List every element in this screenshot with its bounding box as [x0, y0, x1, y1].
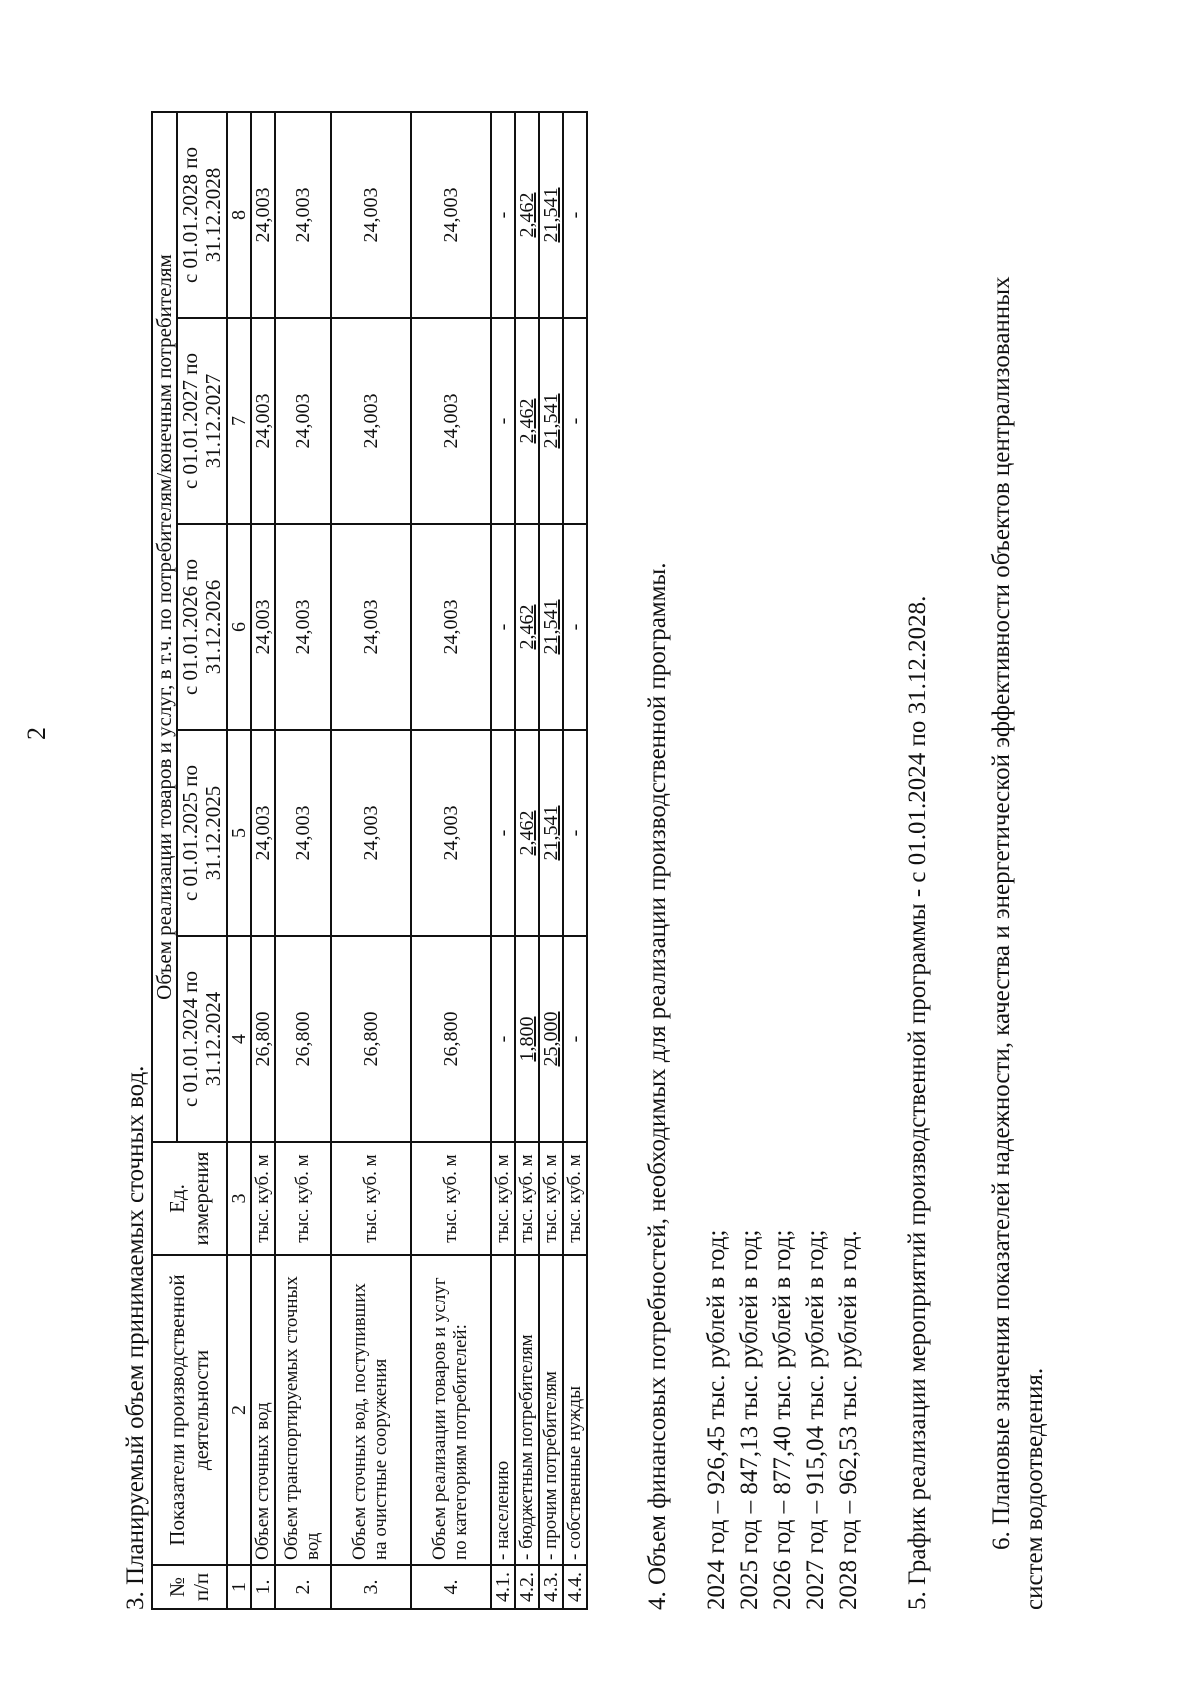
row-indicator: - собственные нужды [563, 1255, 587, 1565]
header-indicator: Показатели производственной деятельности [152, 1255, 227, 1565]
row-no: 4.4. [563, 1565, 587, 1609]
list-item: 2027 год – 915,04 тыс. рублей в год; [802, 1229, 829, 1610]
row-value: - [563, 936, 587, 1142]
row-value: - [563, 730, 587, 936]
column-number: 1 [227, 1565, 251, 1609]
table-row [491, 112, 515, 1609]
column-number: 4 [227, 936, 251, 1142]
section-3-title: 3. Планируемый объем принимаемых сточных вод. [122, 1065, 149, 1610]
column-number: 6 [227, 524, 251, 730]
row-value: - [491, 318, 515, 524]
table-row [563, 112, 587, 1609]
row-value: 24,003 [331, 318, 411, 524]
section-4-title: 4. Объем финансовых потребностей, необходимых для реализации производственной программы. [644, 562, 671, 1610]
row-value: 24,003 [411, 524, 491, 730]
row-indicator: Объем транспортируемых сточных вод [275, 1255, 331, 1565]
row-value: 24,003 [331, 730, 411, 936]
row-value: 24,003 [411, 112, 491, 318]
header-column-numbers [227, 112, 251, 1609]
row-indicator: Объем сточных вод, поступивших на очистные сооружения [331, 1255, 411, 1565]
row-unit: тыс. куб. м [251, 1142, 275, 1255]
row-value: - [491, 936, 515, 1142]
section-5-title: 5. График реализации мероприятий производственной программы - с 01.01.2024 по 31.12.2028. [904, 595, 931, 1610]
list-item: 2024 год – 926,45 тыс. рублей в год; [703, 1229, 730, 1610]
row-value: 2,462 [515, 318, 539, 524]
list-item: 2026 год – 877,40 тыс. рублей в год; [769, 1229, 796, 1610]
row-value: 21,541 [539, 318, 563, 524]
column-number: 8 [227, 112, 251, 318]
header-period-2028: с 01.01.2028 по 31.12.2028 [177, 112, 227, 318]
column-number: 5 [227, 730, 251, 936]
row-no: 4.2. [515, 1565, 539, 1609]
header-unit: Ед. измерения [152, 1142, 227, 1255]
list-item: 2025 год – 847,13 тыс. рублей в год; [736, 1229, 763, 1610]
row-value: 24,003 [275, 318, 331, 524]
column-number: 2 [227, 1255, 251, 1565]
row-indicator: Объем сточных вод [251, 1255, 275, 1565]
row-unit: тыс. куб. м [539, 1142, 563, 1255]
row-value: 26,800 [251, 936, 275, 1142]
row-value: 2,462 [515, 112, 539, 318]
row-unit: тыс. куб. м [515, 1142, 539, 1255]
row-indicator: - бюджетным потребителям [515, 1255, 539, 1565]
row-unit: тыс. куб. м [563, 1142, 587, 1255]
row-value: 24,003 [251, 524, 275, 730]
row-indicator: - населению [491, 1255, 515, 1565]
header-period-2025: с 01.01.2025 по 31.12.2025 [177, 730, 227, 936]
list-item: 2028 год – 962,53 тыс. рублей в год. [835, 1230, 862, 1610]
row-unit: тыс. куб. м [411, 1142, 491, 1255]
section-6-line-1: 6. Плановые значения показателей надежности, качества и энергетической эффективности объектов централизованных [988, 276, 1015, 1550]
row-value: 26,800 [275, 936, 331, 1142]
row-value: 24,003 [275, 524, 331, 730]
row-value: 24,003 [411, 318, 491, 524]
row-value: 21,541 [539, 112, 563, 318]
row-value: 24,003 [411, 730, 491, 936]
row-no: 4.1. [491, 1565, 515, 1609]
row-unit: тыс. куб. м [275, 1142, 331, 1255]
table-row [515, 112, 539, 1609]
header-no: № п/п [152, 1565, 227, 1609]
table-row [411, 112, 491, 1609]
row-value: 24,003 [331, 524, 411, 730]
row-indicator: - прочим потребителям [539, 1255, 563, 1565]
table-row [251, 112, 275, 1609]
row-unit: тыс. куб. м [331, 1142, 411, 1255]
table-row [539, 112, 563, 1609]
row-value: 24,003 [251, 730, 275, 936]
table-row [275, 112, 331, 1609]
row-value: - [491, 524, 515, 730]
wastewater-volume-table [151, 111, 588, 1610]
section-6-text [985, 110, 1051, 1610]
row-unit: тыс. куб. м [491, 1142, 515, 1255]
header-volume-group: Объем реализации товаров и услуг, в т.ч. по потребителям/конечным потребителям [152, 112, 177, 1142]
row-value: 26,800 [331, 936, 411, 1142]
row-value: - [491, 112, 515, 318]
row-value: 24,003 [275, 112, 331, 318]
section-6-line-2: систем водоотведения. [1021, 1367, 1048, 1610]
row-no: 1. [251, 1565, 275, 1609]
row-value: - [563, 524, 587, 730]
row-value: - [563, 112, 587, 318]
column-number: 7 [227, 318, 251, 524]
header-row-1 [152, 112, 177, 1609]
row-value: 21,541 [539, 524, 563, 730]
row-value: 24,003 [275, 730, 331, 936]
row-no: 3. [331, 1565, 411, 1609]
row-no: 4.3. [539, 1565, 563, 1609]
page-number: 2 [22, 727, 51, 740]
row-value: 21,541 [539, 730, 563, 936]
row-value: 24,003 [251, 112, 275, 318]
row-no: 4. [411, 1565, 491, 1609]
row-indicator: Объем реализации товаров и услуг по категориям потребителей: [411, 1255, 491, 1565]
row-no: 2. [275, 1565, 331, 1609]
header-period-2024: с 01.01.2024 по 31.12.2024 [177, 936, 227, 1142]
row-value: - [563, 318, 587, 524]
row-value: 1,800 [515, 936, 539, 1142]
row-value: 24,003 [331, 112, 411, 318]
row-value: 25,000 [539, 936, 563, 1142]
header-period-2026: с 01.01.2026 по 31.12.2026 [177, 524, 227, 730]
row-value: 2,462 [515, 524, 539, 730]
row-value: 2,462 [515, 730, 539, 936]
row-value: 26,800 [411, 936, 491, 1142]
table-row [331, 112, 411, 1609]
finance-needs-list [700, 1230, 865, 1610]
column-number: 3 [227, 1142, 251, 1255]
row-value: 24,003 [251, 318, 275, 524]
row-value: - [491, 730, 515, 936]
header-period-2027: с 01.01.2027 по 31.12.2027 [177, 318, 227, 524]
